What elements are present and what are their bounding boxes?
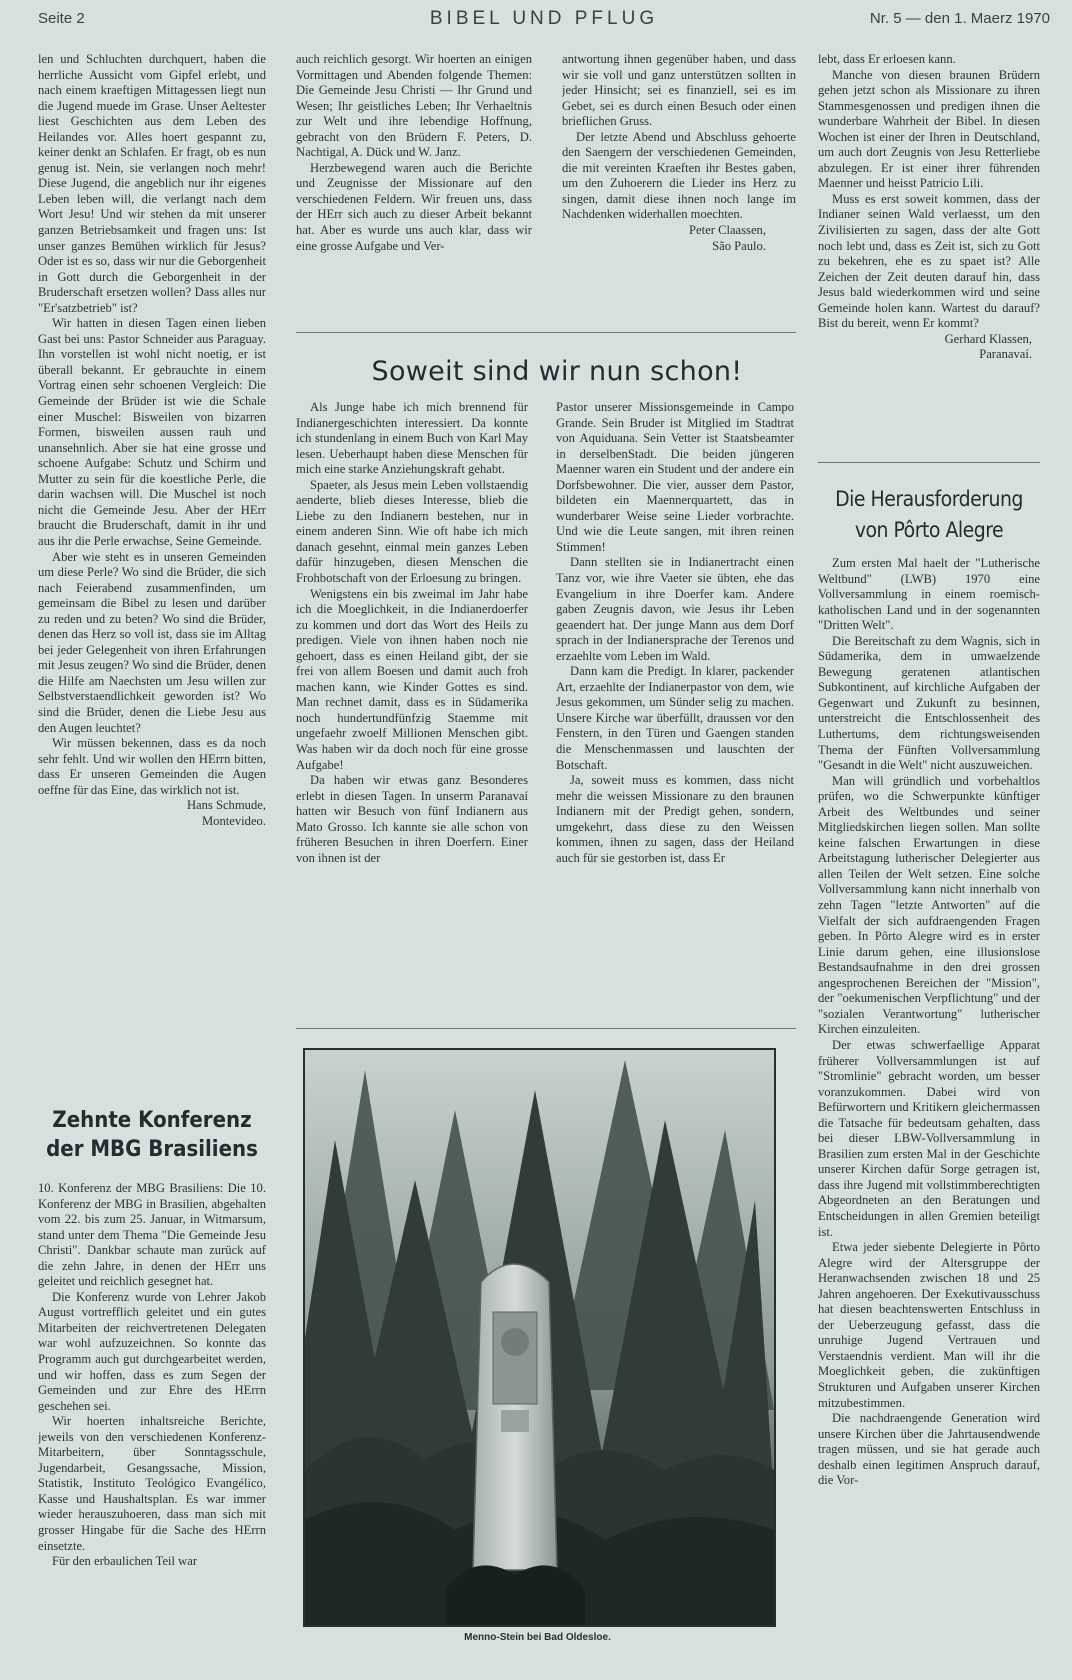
- article-paragraph: Als Junge habe ich mich brennend für Indianergeschichten interessiert. Da konnte ich stundenlang in einem Buch von Karl May lesen. Ueberhaupt haben diese Menschen für mich eine starke Anziehungskraft gehabt.: [296, 400, 528, 477]
- article-paragraph: Die Bereitschaft zu dem Wagnis, sich in Südamerika, dem in umwaelzende Bewegung geratenen atlantischen Subkontinent, auf kirchliche Aufgaben der Gegenwart und Zukunft zu besinnen, unterstreicht die Entschlossenheit des Luthertums, dem richtungsweisenden Thema der Fünften Vollversammlung "Gesandt in die Welt" nicht auszuweichen.: [818, 633, 1040, 773]
- article-paragraph: Ja, soweit muss es kommen, dass nicht mehr die weissen Missionare zu den braunen Indianern mit der Predigt gehen, sondern, umgekehrt, dass diese zu den Weissen kommen, ihnen zu sagen, dass der Heiland auch für sie gestorben ist, dass Er: [556, 773, 794, 865]
- page-number: Seite 2: [38, 10, 85, 27]
- author-signature: [38, 798, 266, 829]
- photo-image: [305, 1050, 774, 1625]
- column-3-top: [562, 52, 796, 314]
- soweit-column-b: [556, 400, 794, 1005]
- page-header: [38, 6, 1050, 34]
- article-paragraph: Dann kam die Predigt. In klarer, packender Art, erzaehlte der Indianerpastor von dem, wie Jesus gekommen, um Sünder selig zu machen. Unsere Kirche war überfüllt, draussen vor den Fenstern, in den Türen und Gaengen standen die Menschenmassen und lauschten der Botschaft.: [556, 664, 794, 772]
- article-paragraph: Dann stellten sie in Indianertracht einen Tanz vor, wie ihre Vaeter sie übten, ehe das Evangelium in ihre Doerfer kam. Andere gaben Zeugnis davon, wie Jesus ihr Leben geaendert hat. Der junge Mann aus dem Dorf sprach in der Indianersprache der Terenos und erzaehlte vom Leben im Wald.: [556, 555, 794, 663]
- author-signature: [562, 223, 796, 254]
- article-paragraph: Die nachdraengende Generation wird unsere Kirchen über die Jahrtausendwende tragen müssen, und sie hat gerade auch deshalb einen legitimen Anspruch darauf, die Vor-: [818, 1411, 1040, 1488]
- article-paragraph: Spaeter, als Jesus mein Leben vollstaendig aenderte, blieb dieses Interesse, blieb die Liebe zu den Indianern bestehen, nur in einem anderen Sinn. Wie oft habe ich mich danach gesehnt, einmal mein ganzes Leben dafür hinzugeben, diesen Menschen die Frohbotschaft von der Erloesung zu bringen.: [296, 477, 528, 586]
- photo-caption: Menno-Stein bei Bad Oldesloe.: [464, 1632, 611, 1643]
- author-signature: [818, 332, 1040, 363]
- author-name: Hans Schmude,: [186, 798, 266, 813]
- headline-line: der MBG Brasiliens: [46, 1137, 258, 1162]
- article-paragraph: auch reichlich gesorgt. Wir hoerten an einigen Vormittagen und Abenden folgende Themen: Die Gemeinde Jesu Christi — Ihr Grund und Wesen; Ihr geistliches Leben; Ihr Verhaeltnis zur Welt und ihre lebendige Hoffnung, gebracht von den Brüdern F. Peters, D. Nachtigal, A. Dück und W. Janz.: [296, 52, 532, 160]
- article-paragraph: Wenigstens ein bis zweimal im Jahr habe ich die Moeglichkeit, in die Indianerdoerfer zu kommen und dort das Wort des Heils zu predigen. Viele von ihnen haben noch nie gehoert, dass es einen Heiland gibt, der sie frei von allem Boesen und damit auch froh machen kann, wie Kinder Gottes es sind. Man rechnet damit, dass es in Südamerika noch hundertundfünfzig Staemme mit ungefaehr zwoelf Millionen Menschen gibt. Was haben wir da doch noch für eine grosse Aufgabe!: [296, 586, 528, 772]
- author-place: Montevideo.: [201, 813, 266, 828]
- article-paragraph: Herzbewegend waren auch die Berichte und Zeugnisse der Missionare auf den verschiedenen Feldern. Wir freuen uns, dass der HErr sich auch zu dieser Arbeit bekannt hat. Aber es wurde uns auch klar, dass wir eine grosse Aufgabe und Ver-: [296, 160, 532, 253]
- author-name: Gerhard Klassen,: [944, 331, 1032, 346]
- headline-line: Die Herausforderung: [835, 487, 1023, 511]
- soweit-column-a: [296, 400, 528, 1005]
- column-4-article: [818, 52, 1040, 452]
- article-paragraph: Der letzte Abend und Abschluss gehoerte den Saengern der verschiedenen Gemeinden, die mit vereinten Kraeften ihr Bestes gaben, um den Zuhoerern die Lieder ins Herz zu singen, damit diese ihnen noch lange im Nachdenken widerhallen moechten.: [562, 129, 796, 222]
- porto-alegre-headline: [818, 484, 1040, 546]
- article-paragraph: lebt, dass Er erloesen kann.: [818, 52, 956, 66]
- divider-rule: [296, 332, 796, 333]
- article-paragraph: Pastor unserer Missionsgemeinde in Campo Grande. Sein Bruder ist Mitglied im Stadtrat von Aquiduana. Sein Vetter ist Staatsbeamter in derselbenStadt. Die beiden jüngeren Maenner waren ein Student und der andere ein Dorfsbewohner. Die vier, ausser dem Pastor, bildeten ein Maennerquartett, das in wunderbarer Weise seine Lieder vorbrachte. Und wie die Leute sangen, mit ihren reinen Stimmen!: [556, 400, 794, 554]
- article-paragraph: Aber wie steht es in unseren Gemeinden um diese Perle? Wo sind die Brüder, die sich nach Feierabend zusammenfinden, um gemeinsam die Bibel zu lesen und darüber zu reden und zu beten? Wo sind die Brüder, denen das Herz so voll ist, dass sie im Alltag bei jeder Gelegenheit von ihren Erfahrungen mit Jesus zeugen? Wo sind die Brüder, denen die Hilfe am Naechsten um Jesu willen zur Selbstverstaendlichkeit geworden ist? Wo sind die Brüder, denen die Liebe Jesu aus den Augen leuchtet?: [38, 549, 266, 735]
- article-paragraph: Wir müssen bekennen, dass es da noch sehr fehlt. Und wir wollen den HErrn bitten, dass Er unseren Gemeinden die Augen oeffne für das Eine, das wirklich not ist.: [38, 736, 266, 797]
- konferenz-article: [38, 1181, 266, 1675]
- article-paragraph: Die Konferenz wurde von Lehrer Jakob August vortrefflich geleitet und ein gutes Mitarbeiten der reichvertretenen Delegaten war wohl aufzuzeichnen. So konnte das Programm auch gut durchgearbeitet werden, und wir hoffen, dass es zum Segen der Gemeinden und zur Ehre des HErrn geschehen sei.: [38, 1289, 266, 1413]
- article-paragraph: Muss es erst soweit kommen, dass der Indianer seinen Wald verlaesst, um den Zivilisierten zu sagen, dass der alte Gott noch lebt und, dass es Zeit ist, sich zu Gott zu bekehren, ehe es zu spaet ist? Alle Zeichen der Zeit deuten darauf hin, dass Jesus bald wiederkommen wird und seine Gemeinde holen kann. Wartest du darauf? Bist du bereit, wenn Er kommt?: [818, 191, 1040, 331]
- author-place: Paranavaí.: [979, 347, 1032, 362]
- article-paragraph: Wir hoerten inhaltsreiche Berichte, jeweils von den verschiedenen Konferenz-Mitarbeitern, über Sonntagsschule, Jugendarbeit, Gesangssache, Mission, Statistik, Instituto Teológico Evangélico, Kasse und Haushaltsplan. Es war immer wieder herauszuhoeren, dass man sich mit grosser Hingabe für die Sache des HErrn einsetzte.: [38, 1414, 266, 1553]
- article-paragraph: 10. Konferenz der MBG Brasiliens: Die 10. Konferenz der MBG in Brasilien, abgehalten vom 22. bis zum 25. Januar, in Witmarsum, stand unter dem Thema "Die Gemeinde Jesu Christi". Dankbar schaute man zurück auf die zehn Jahre, in denen der HErr uns geleitet und reichlich gesegnet hat.: [38, 1181, 266, 1289]
- article-paragraph: Für den erbaulichen Teil war: [52, 1554, 198, 1569]
- headline-line: Zehnte Konferenz: [52, 1108, 252, 1133]
- article-paragraph: len und Schluchten durchquert, haben die herrliche Aussicht vom Gipfel erlebt, und nach einem kraeftigen Mittagessen liegt nun die Jugend muede im Grase. Unser Aeltester liest Geschichten aus dem Leben des Heilandes vor. Alles hoert gespannt zu, keiner denkt an Schlafen. Er fragt, ob es nun genug ist. Nein, sie verlangen noch mehr! Diese Jugend, die angeblich nur ihr eigenes Leben leben will, die verlangt nach dem Wort Jesu! Und wir stehen da mit unserer ganzen Betriebsamkeit und fragen uns: Ist unser ganzes Bemühen wirklich für Jesus? Oder ist es so, dass wir nur die Geborgenheit in Gott durch die Geborgenheit in der Bruderschaft ersetzen wollen? Dass alles nur "Er'satzbetrieb" ist?: [38, 52, 266, 315]
- article-paragraph: antwortung ihnen gegenüber haben, und dass wir sie voll und ganz unterstützen sollten in jeder Hinsicht; sei es finanziell, sei es im Gebet, sei es durch einen Besuch oder einen brieflichen Gruss.: [562, 52, 796, 129]
- author-name: Peter Claassen,: [689, 223, 766, 238]
- article-paragraph: Da haben wir etwas ganz Besonderes erlebt in diesen Tagen. In unserm Paranavaí hatten wir Besuch von fünf Indianern aus Mato Grosso. Ich kannte sie alle schon von früheren Besuchen in ihren Doerfern. Einer von ihnen ist der: [296, 773, 528, 865]
- column-1-article: [38, 52, 266, 1064]
- headline-line: von Pôrto Alegre: [854, 518, 1004, 542]
- article-paragraph: Man will gründlich und vorbehaltlos prüfen, wo die Schwerpunkte künftiger Arbeit des Weltbundes und seiner Mitgliedskirchen liegen sollen. Man sollte keine falschen Erwartungen in diese Arbeitstagung lutherischer Delegierter aus allen Teilen der Welt setzen. Eine solche Vollversammlung kann nicht innerhalb von zehn Tagen "letzte Antworten" auf die Vielfalt der sich aufdraengenden Fragen geben. In Pôrto Alegre wird es in erster Linie darum gehen, eine illusionslose Bestandsaufnahme in den drei grossen angesprochenen Bereichen der "Mission", der "oekumenischen Verpflichtung" und der "sozialen Verantwortung" lutherischer Kirchen einzuleiten.: [818, 773, 1040, 1037]
- porto-alegre-article: [818, 556, 1040, 1676]
- article-paragraph: Etwa jeder siebente Delegierte in Pôrto Alegre wird der Altersgruppe der Heranwachsenden zwischen 18 und 25 Jahren angehoeren. Der Exekutivausschuss hat diesen beachtenswerten Entschluss in der Ueberzeugung gefasst, dass die unruhige Jugend Vertrauen und Verstaendnis verdient. Man will ihr die Moeglichkeit geben, die zukünftigen Strukturen und Aufgaben unserer Kirchen mitzubestimmen.: [818, 1240, 1040, 1410]
- newspaper-title: BIBEL UND PFLUG: [429, 8, 659, 29]
- divider-rule: [818, 462, 1040, 463]
- menno-stein-photo: [303, 1048, 776, 1627]
- konferenz-headline: [38, 1106, 266, 1164]
- article-paragraph: Wir hatten in diesen Tagen einen lieben Gast bei uns: Pastor Schneider aus Paraguay. Ihn vorstellen ist wohl nicht noetig, er ist überall bekannt. Er gebrauchte in einem Vortrag einen sehr schoenen Vergleich: Die Gemeinde der Brüder ist wie die Schale einer Muschel: Bisweilen von bizarren Formen, bisweilen aussen rauh und unansehnlich. Aber sie hat eine grosse und schoene Aufgabe: Schutz und Schirm und Mutter zu sein für die koestliche Perle, die darin wachsen will. Die Muschel ist noch nicht die Gemeinde Jesu. Aber der HErr braucht die Bruderschaft, damit in ihr und aus ihr die Perle erwachse, Seine Gemeinde.: [38, 316, 266, 548]
- author-place: São Paulo.: [712, 238, 766, 253]
- soweit-headline: Soweit sind wir nun schon!: [371, 356, 743, 387]
- article-paragraph: Der etwas schwerfaellige Apparat früherer Vollversammlungen ist auf "Stromlinie" gebracht worden, um besser voranzukommen. Dabei wird von Befürwortern und Kritikern gleichermassen die Tatsache für bedeutsam gehalten, dass bei dieser LBW-Vollversammlung in Brasilien zum ersten Mal in der Geschichte unserer Kirchen dafür Sorge getragen ist, dass ihre Jugend mit vollstimmberechtigten Abgeordneten an den Beratungen und Entscheidungen in allen Gremien beteiligt ist.: [818, 1037, 1040, 1239]
- article-paragraph: Manche von diesen braunen Brüdern gehen jetzt schon als Missionare zu ihren Stammesgenossen und predigen ihnen die wunderbare Wahrheit der Bibel. In diesen Wochen ist einer der Ihren in Deutschland, um auch dort Zeugnis von Jesu Retterliebe abzulegen. Er ist einer ihrer führenden Maenner und heisst Patricio Lili.: [818, 67, 1040, 191]
- article-paragraph: Zum ersten Mal haelt der "Lutherische Weltbund" (LWB) 1970 eine Vollversammlung in einem roemisch-katholischen Land und in der sogenannten "Dritten Welt".: [818, 556, 1040, 633]
- column-2-top: [296, 52, 532, 308]
- divider-rule: [296, 1028, 796, 1029]
- issue-date: Nr. 5 — den 1. Maerz 1970: [869, 10, 1050, 27]
